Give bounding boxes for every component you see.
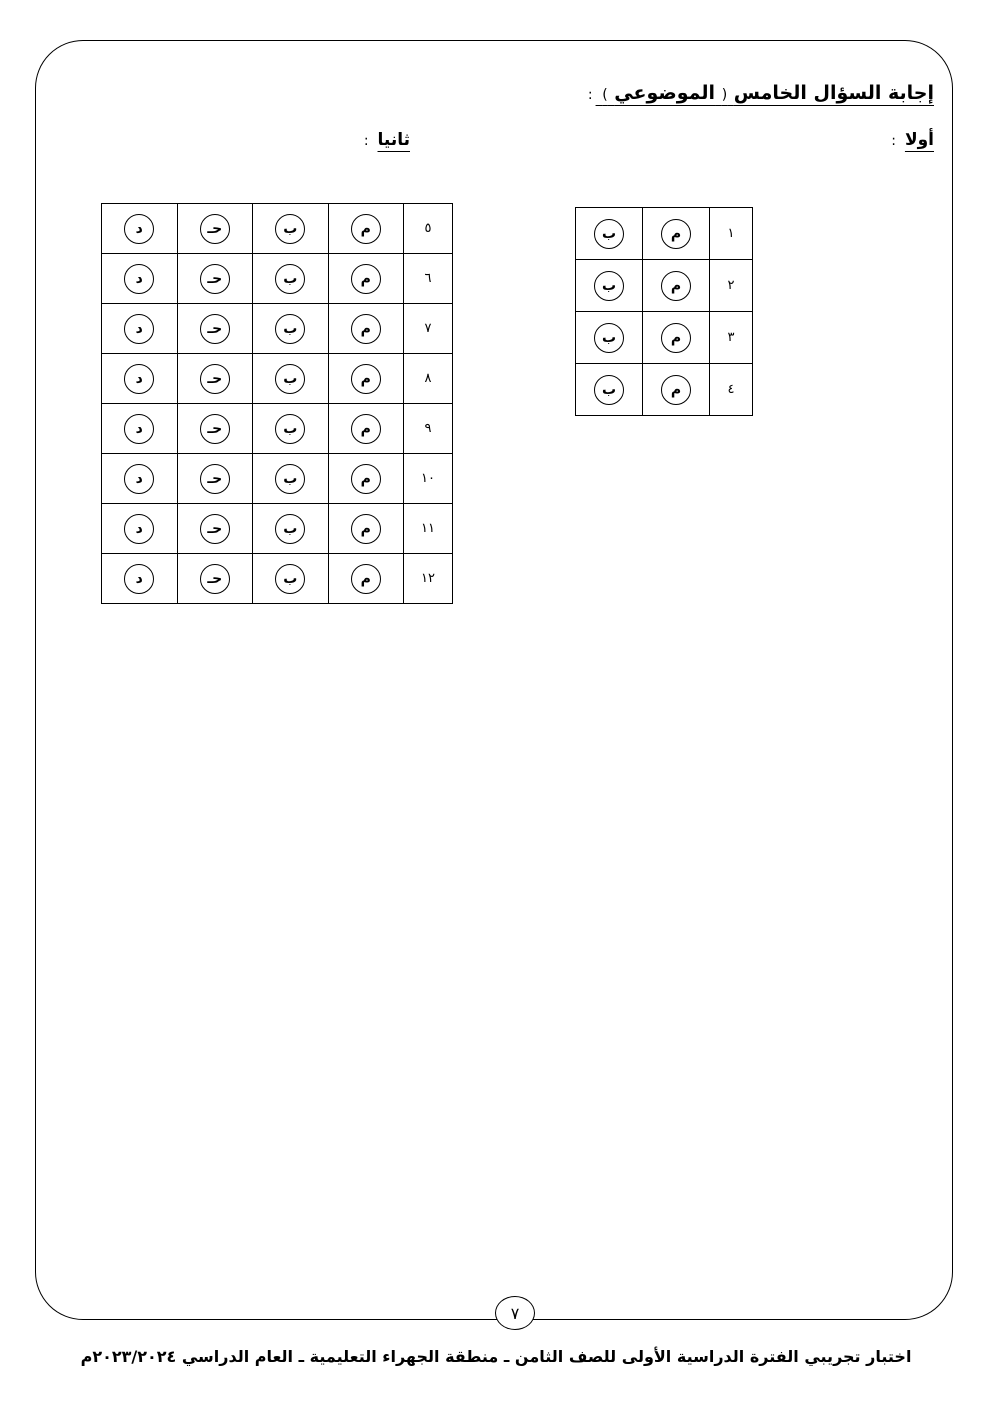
answer-option-cell bbox=[253, 254, 329, 304]
answer-option-cell bbox=[102, 554, 178, 604]
answer-option-cell bbox=[177, 504, 253, 554]
answer-option-circle[interactable]: ب bbox=[275, 464, 305, 494]
answer-table-part-b bbox=[101, 203, 453, 604]
answer-row bbox=[102, 504, 453, 554]
answer-option-circle[interactable]: حـ bbox=[200, 264, 230, 294]
answer-row bbox=[102, 554, 453, 604]
answer-option-circle[interactable]: د bbox=[124, 214, 154, 244]
question-number: ٧ bbox=[404, 304, 453, 354]
heading-colon: : bbox=[587, 87, 593, 103]
answer-option-cell bbox=[253, 204, 329, 254]
answer-option-circle[interactable]: د bbox=[124, 514, 154, 544]
answer-row bbox=[102, 354, 453, 404]
answer-option-cell bbox=[102, 354, 178, 404]
answer-option-circle[interactable]: م bbox=[661, 323, 691, 353]
answer-option-cell bbox=[177, 304, 253, 354]
answer-option-cell bbox=[576, 260, 643, 312]
answer-row bbox=[576, 364, 753, 416]
answer-option-cell bbox=[328, 504, 404, 554]
page-number: ٧ bbox=[495, 1296, 535, 1330]
answer-option-circle[interactable]: د bbox=[124, 414, 154, 444]
answer-option-cell bbox=[576, 364, 643, 416]
answer-row bbox=[576, 312, 753, 364]
answer-option-cell bbox=[328, 204, 404, 254]
answer-option-cell bbox=[102, 404, 178, 454]
question-number: ٦ bbox=[404, 254, 453, 304]
section-a-title: أولا bbox=[904, 130, 934, 150]
answer-option-circle[interactable]: م bbox=[351, 214, 381, 244]
answer-row bbox=[102, 254, 453, 304]
answer-option-cell bbox=[177, 254, 253, 304]
answer-option-circle[interactable]: ب bbox=[275, 364, 305, 394]
question-number: ١٠ bbox=[404, 454, 453, 504]
answer-row bbox=[576, 208, 753, 260]
answer-option-circle[interactable]: م bbox=[351, 564, 381, 594]
answer-option-cell bbox=[328, 404, 404, 454]
answer-option-circle[interactable]: م bbox=[661, 375, 691, 405]
answer-option-circle[interactable]: د bbox=[124, 464, 154, 494]
answer-option-circle[interactable]: ب bbox=[594, 219, 624, 249]
section-a-label bbox=[891, 130, 934, 150]
answer-option-circle[interactable]: د bbox=[124, 564, 154, 594]
answer-option-circle[interactable]: م bbox=[351, 264, 381, 294]
answer-option-circle[interactable]: ب bbox=[275, 514, 305, 544]
answer-option-circle[interactable]: د bbox=[124, 264, 154, 294]
answer-option-circle[interactable]: ب bbox=[275, 414, 305, 444]
answer-row bbox=[102, 204, 453, 254]
section-b-title: ثانيا bbox=[377, 130, 410, 150]
answer-option-circle[interactable]: حـ bbox=[200, 514, 230, 544]
answer-option-cell bbox=[643, 208, 710, 260]
question-number: ١١ bbox=[404, 504, 453, 554]
answer-option-cell bbox=[253, 504, 329, 554]
answer-option-circle[interactable]: ب bbox=[594, 375, 624, 405]
question-number: ٩ bbox=[404, 404, 453, 454]
page-heading bbox=[588, 82, 934, 104]
question-number: ٤ bbox=[710, 364, 753, 416]
heading-title: إجابة السؤال الخامس bbox=[733, 82, 934, 104]
question-number: ١٢ bbox=[404, 554, 453, 604]
answer-option-circle[interactable]: م bbox=[351, 314, 381, 344]
answer-table-part-a bbox=[575, 207, 753, 416]
answer-option-cell bbox=[177, 454, 253, 504]
question-number: ٨ bbox=[404, 354, 453, 404]
answer-option-circle[interactable]: م bbox=[351, 514, 381, 544]
answer-option-circle[interactable]: ب bbox=[275, 264, 305, 294]
answer-option-circle[interactable]: حـ bbox=[200, 214, 230, 244]
answer-option-cell bbox=[328, 554, 404, 604]
answer-option-cell bbox=[328, 354, 404, 404]
answer-option-circle[interactable]: م bbox=[351, 464, 381, 494]
answer-option-cell bbox=[253, 304, 329, 354]
answer-option-cell bbox=[328, 454, 404, 504]
answer-option-circle[interactable]: م bbox=[351, 414, 381, 444]
answer-option-cell bbox=[643, 260, 710, 312]
answer-option-cell bbox=[328, 254, 404, 304]
answer-option-circle[interactable]: حـ bbox=[200, 314, 230, 344]
answer-option-cell bbox=[643, 364, 710, 416]
answer-row bbox=[102, 404, 453, 454]
page-footer: اختبار تجريبي الفترة الدراسية الأولى للصف الثامن ـ منطقة الجهراء التعليمية ـ العام الدراسي ٢٠٢٣/٢٠٢٤م bbox=[80, 1347, 912, 1366]
answer-option-circle[interactable]: م bbox=[661, 271, 691, 301]
answer-option-circle[interactable]: ب bbox=[275, 564, 305, 594]
answer-option-circle[interactable]: ب bbox=[594, 271, 624, 301]
question-number: ١ bbox=[710, 208, 753, 260]
answer-option-cell bbox=[102, 254, 178, 304]
answer-row bbox=[102, 454, 453, 504]
question-number: ٢ bbox=[710, 260, 753, 312]
answer-option-cell bbox=[177, 554, 253, 604]
section-b-colon: : bbox=[363, 133, 369, 149]
answer-option-circle[interactable]: ب bbox=[275, 314, 305, 344]
answer-option-circle[interactable]: د bbox=[124, 364, 154, 394]
question-number: ٣ bbox=[710, 312, 753, 364]
answer-option-circle[interactable]: م bbox=[351, 364, 381, 394]
answer-option-cell bbox=[177, 404, 253, 454]
heading-paren-open: ( bbox=[721, 87, 728, 103]
answer-option-cell bbox=[102, 304, 178, 354]
answer-row bbox=[102, 304, 453, 354]
answer-option-cell bbox=[253, 354, 329, 404]
answer-option-cell bbox=[643, 312, 710, 364]
section-b-label bbox=[364, 130, 410, 150]
question-number: ٥ bbox=[404, 204, 453, 254]
heading-paren-close: ) bbox=[602, 87, 608, 103]
answer-option-cell bbox=[177, 354, 253, 404]
answer-option-cell bbox=[253, 454, 329, 504]
answer-option-circle[interactable]: حـ bbox=[200, 364, 230, 394]
answer-option-circle[interactable]: ب bbox=[594, 323, 624, 353]
answer-option-circle[interactable]: م bbox=[661, 219, 691, 249]
answer-row bbox=[576, 260, 753, 312]
answer-option-circle[interactable]: د bbox=[124, 314, 154, 344]
answer-option-circle[interactable]: ب bbox=[275, 214, 305, 244]
answer-option-cell bbox=[253, 554, 329, 604]
answer-option-circle[interactable]: حـ bbox=[200, 464, 230, 494]
answer-option-cell bbox=[102, 454, 178, 504]
answer-option-cell bbox=[177, 204, 253, 254]
answer-option-circle[interactable]: حـ bbox=[200, 564, 230, 594]
answer-option-cell bbox=[102, 504, 178, 554]
answer-option-cell bbox=[328, 304, 404, 354]
heading-subtitle: الموضوعي bbox=[614, 82, 716, 104]
answer-option-circle[interactable]: حـ bbox=[200, 414, 230, 444]
answer-option-cell bbox=[253, 404, 329, 454]
section-a-colon: : bbox=[891, 133, 897, 149]
answer-option-cell bbox=[102, 204, 178, 254]
answer-option-cell bbox=[576, 208, 643, 260]
answer-option-cell bbox=[576, 312, 643, 364]
